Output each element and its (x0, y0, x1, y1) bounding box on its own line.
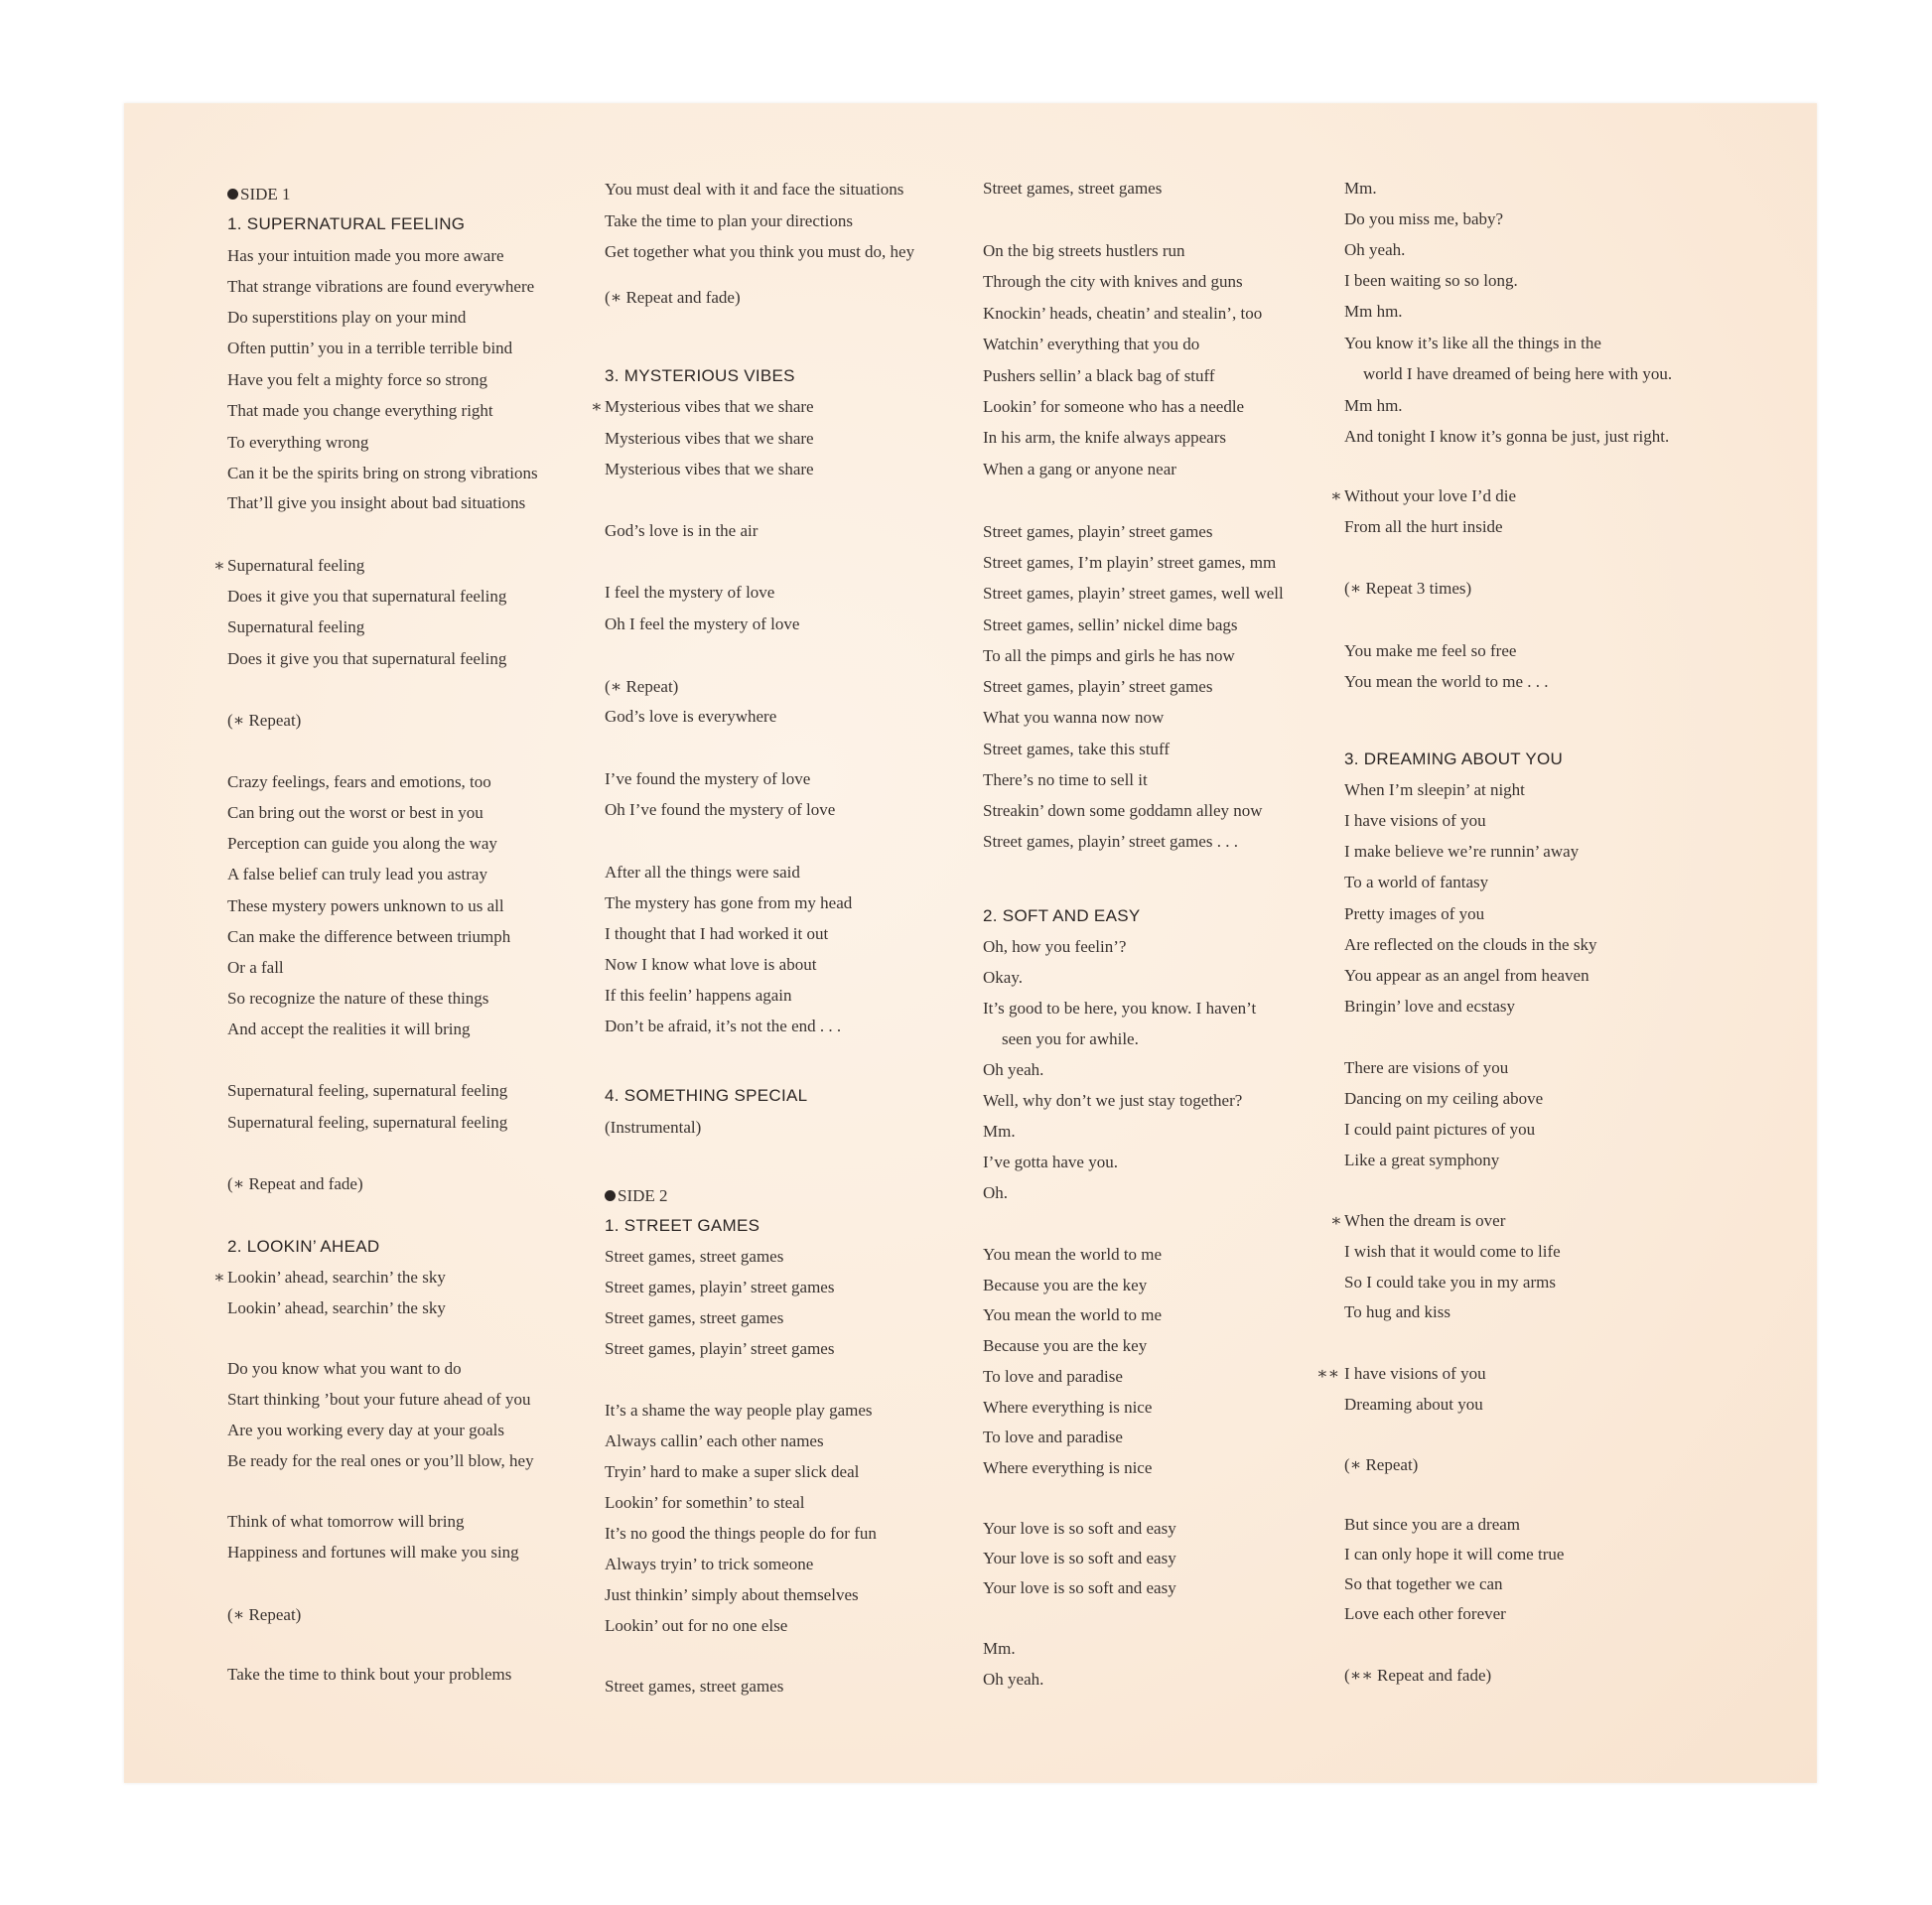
lyric-line: I feel the mystery of love (605, 583, 775, 602)
lyric-line: To a world of fantasy (1344, 873, 1489, 891)
lyric-line: Have you felt a mighty force so strong (227, 370, 488, 389)
lyric-line: Oh, how you feelin’? (983, 937, 1127, 956)
lyric-line: Or a fall (227, 958, 284, 977)
lyric-line: When the dream is over (1344, 1211, 1506, 1230)
lyric-line: I wish that it would come to life (1344, 1242, 1561, 1261)
lyric-line: (∗∗ Repeat and fade) (1344, 1666, 1492, 1685)
lyric-line: Where everything is nice (983, 1458, 1153, 1477)
lyric-line: Like a great symphony (1344, 1151, 1500, 1169)
lyric-line: Take the time to think bout your problems (227, 1665, 512, 1684)
lyric-line: Supernatural feeling, supernatural feeling (227, 1113, 508, 1132)
lyric-line: Bringin’ love and ecstasy (1344, 997, 1516, 1016)
lyric-line: Does it give you that supernatural feeling (227, 649, 507, 668)
lyric-line: You mean the world to me . . . (1344, 672, 1549, 691)
lyric-line: Your love is so soft and easy (983, 1549, 1176, 1567)
lyric-line: Where everything is nice (983, 1398, 1153, 1417)
lyric-line: I have visions of you (1344, 811, 1486, 830)
lyric-line: Okay. (983, 968, 1023, 987)
lyric-line: That made you change everything right (227, 401, 493, 420)
lyric-line: Mysterious vibes that we share (605, 460, 814, 478)
song-title: 1. STREET GAMES (605, 1216, 760, 1235)
lyric-line: In his arm, the knife always appears (983, 428, 1226, 447)
lyric-line: Think of what tomorrow will bring (227, 1512, 465, 1531)
lyric-line: And tonight I know it’s gonna be just, just right. (1344, 427, 1670, 446)
side-label-text: SIDE 1 (240, 185, 291, 204)
lyric-line: So that together we can (1344, 1574, 1503, 1593)
lyric-line: I have visions of you (1344, 1364, 1486, 1383)
lyric-line: It’s a shame the way people play games (605, 1401, 873, 1420)
lyric-line: You appear as an angel from heaven (1344, 966, 1589, 985)
lyric-line: Oh I feel the mystery of love (605, 614, 800, 633)
lyric-line: I’ve gotta have you. (983, 1153, 1118, 1171)
lyric-line: Well, why don’t we just stay together? (983, 1091, 1243, 1110)
lyric-line: When I’m sleepin’ at night (1344, 780, 1525, 799)
lyric-line: Watchin’ everything that you do (983, 335, 1200, 353)
lyric-line: But since you are a dream (1344, 1515, 1521, 1534)
lyric-line: Happiness and fortunes will make you sing (227, 1543, 519, 1562)
lyric-line: Without your love I’d die (1344, 486, 1517, 505)
lyric-line: Lookin’ ahead, searchin’ the sky (227, 1268, 446, 1287)
chorus-marker-icon: ∗ (213, 556, 225, 575)
song-title: 2. LOOKIN’ AHEAD (227, 1237, 380, 1256)
lyric-line: To everything wrong (227, 433, 369, 452)
lyric-line: So recognize the nature of these things (227, 989, 489, 1008)
lyric-line: Pushers sellin’ a black bag of stuff (983, 366, 1215, 385)
lyric-line: God’s love is in the air (605, 521, 759, 540)
lyric-line: There’s no time to sell it (983, 770, 1148, 789)
lyric-line: Tryin’ hard to make a super slick deal (605, 1462, 860, 1481)
lyric-line: These mystery powers unknown to us all (227, 896, 504, 915)
lyric-line: You know it’s like all the things in the (1344, 334, 1601, 352)
lyric-line: Dancing on my ceiling above (1344, 1089, 1544, 1108)
lyric-line: Knockin’ heads, cheatin’ and stealin’, too (983, 304, 1263, 323)
lyric-line: (∗ Repeat and fade) (605, 288, 741, 307)
lyric-line: (∗ Repeat and fade) (227, 1174, 363, 1193)
lyric-line: Do you miss me, baby? (1344, 209, 1504, 228)
lyric-line: Crazy feelings, fears and emotions, too (227, 772, 491, 791)
lyric-line: Street games, playin’ street games . . . (983, 832, 1238, 851)
lyric-line: To love and paradise (983, 1367, 1123, 1386)
lyric-line: You mean the world to me (983, 1305, 1163, 1324)
lyric-line: Mm hm. (1344, 302, 1403, 321)
lyric-line: Get together what you think you must do, hey (605, 242, 915, 261)
lyric-line: Because you are the key (983, 1336, 1148, 1355)
lyric-line: (∗ Repeat) (1344, 1455, 1419, 1474)
lyric-line: Often puttin’ you in a terrible terrible bind (227, 339, 513, 357)
lyric-sheet (124, 103, 1817, 1783)
lyric-line: Can make the difference between triumph (227, 927, 511, 946)
lyric-line: Street games, playin’ street games (983, 677, 1213, 696)
lyric-line: (∗ Repeat) (605, 677, 679, 696)
lyric-line: Pretty images of you (1344, 904, 1485, 923)
lyric-line: Mm. (983, 1122, 1016, 1141)
lyric-line: A false belief can truly lead you astray (227, 865, 487, 884)
lyric-line: When a gang or anyone near (983, 460, 1176, 478)
lyric-line: (∗ Repeat 3 times) (1344, 579, 1472, 598)
lyric-line: Street games, street games (605, 1677, 784, 1696)
lyric-line: You must deal with it and face the situations (605, 180, 904, 199)
lyric-line: Don’t be afraid, it’s not the end . . . (605, 1017, 842, 1035)
song-title: 1. SUPERNATURAL FEELING (227, 214, 466, 233)
lyric-line: Always tryin’ to trick someone (605, 1555, 814, 1573)
lyric-line: It’s good to be here, you know. I haven’t (983, 999, 1257, 1018)
lyric-line: What you wanna now now (983, 708, 1165, 727)
lyric-line: (∗ Repeat) (227, 1605, 302, 1624)
lyric-line: On the big streets hustlers run (983, 241, 1185, 260)
bullet-dot-icon (605, 1190, 616, 1201)
lyric-line: Street games, sellin’ nickel dime bags (983, 615, 1238, 634)
lyric-line: Mm hm. (1344, 396, 1403, 415)
lyric-line: Your love is so soft and easy (983, 1578, 1176, 1597)
lyric-line: Are reflected on the clouds in the sky (1344, 935, 1597, 954)
lyric-line: Oh yeah. (1344, 240, 1406, 259)
lyric-line: You mean the world to me (983, 1245, 1163, 1264)
lyric-line: Can bring out the worst or best in you (227, 803, 483, 822)
lyric-line: The mystery has gone from my head (605, 893, 853, 912)
song-title: 4. SOMETHING SPECIAL (605, 1086, 808, 1105)
chorus-marker-icon: ∗ (1330, 1211, 1342, 1230)
lyric-line: Oh yeah. (983, 1670, 1044, 1689)
lyric-line: It’s no good the things people do for fun (605, 1524, 877, 1543)
lyric-line: Be ready for the real ones or you’ll blow, hey (227, 1451, 534, 1470)
lyric-line: Supernatural feeling, supernatural feeling (227, 1081, 508, 1100)
lyric-line: Street games, playin’ street games (983, 522, 1213, 541)
lyric-line: Street games, street games (605, 1247, 784, 1266)
lyric-line: That strange vibrations are found everywhere (227, 277, 535, 296)
lyric-line: Oh. (983, 1183, 1009, 1202)
song-title: 3. MYSTERIOUS VIBES (605, 366, 795, 385)
lyric-line: Supernatural feeling (227, 556, 365, 575)
lyric-line: Can it be the spirits bring on strong vibrations (227, 464, 538, 482)
lyric-line: (∗ Repeat) (227, 711, 302, 730)
lyric-line: I been waiting so so long. (1344, 271, 1518, 290)
lyric-line: Oh I’ve found the mystery of love (605, 800, 836, 819)
lyric-line: To all the pimps and girls he has now (983, 646, 1235, 665)
lyric-line: Street games, playin’ street games (605, 1278, 835, 1296)
lyric-line: Dreaming about you (1344, 1395, 1483, 1414)
lyric-line: Street games, street games (605, 1308, 784, 1327)
lyric-line: That’ll give you insight about bad situations (227, 493, 526, 512)
lyric-line: Mysterious vibes that we share (605, 429, 814, 448)
lyric-line: Lookin’ for someone who has a needle (983, 397, 1245, 416)
lyric-line: Street games, playin’ street games (605, 1339, 835, 1358)
lyric-line: Do superstitions play on your mind (227, 308, 467, 327)
lyric-line: Your love is so soft and easy (983, 1519, 1176, 1538)
lyric-line: I make believe we’re runnin’ away (1344, 842, 1580, 861)
song-title: 3. DREAMING ABOUT YOU (1344, 749, 1564, 768)
lyric-line: So I could take you in my arms (1344, 1273, 1556, 1292)
lyric-line: Through the city with knives and guns (983, 272, 1243, 291)
lyric-line: Street games, playin’ street games, well well (983, 584, 1284, 603)
chorus-marker-icon: ∗ (591, 397, 603, 416)
lyric-line: Has your intuition made you more aware (227, 246, 504, 265)
lyric-line: Oh yeah. (983, 1060, 1044, 1079)
lyric-line: There are visions of you (1344, 1058, 1509, 1077)
lyric-line: If this feelin’ happens again (605, 986, 792, 1005)
lyric-line: Take the time to plan your directions (605, 211, 853, 230)
lyric-line: Street games, take this stuff (983, 740, 1171, 758)
lyric-line: Are you working every day at your goals (227, 1421, 505, 1439)
lyric-line: Do you know what you want to do (227, 1359, 462, 1378)
lyric-line: Lookin’ ahead, searchin’ the sky (227, 1298, 446, 1317)
lyric-line: Lookin’ for somethin’ to steal (605, 1493, 805, 1512)
lyric-line: Streakin’ down some goddamn alley now (983, 801, 1263, 820)
lyric-line: (Instrumental) (605, 1118, 702, 1137)
lyric-line: To love and paradise (983, 1428, 1123, 1446)
lyric-line: And accept the realities it will bring (227, 1020, 471, 1038)
chorus-marker-icon: ∗ (1330, 486, 1342, 505)
lyric-line: Street games, I’m playin’ street games, mm (983, 553, 1277, 572)
side-label-text: SIDE 2 (618, 1186, 668, 1205)
chorus-marker-icon: ∗∗ (1316, 1364, 1340, 1383)
lyric-line: After all the things were said (605, 863, 800, 882)
lyric-line: Love each other forever (1344, 1604, 1506, 1623)
lyric-line: Perception can guide you along the way (227, 834, 497, 853)
lyric-line: world I have dreamed of being here with you. (1363, 364, 1673, 383)
song-title: 2. SOFT AND EASY (983, 906, 1141, 925)
lyric-line: You make me feel so free (1344, 641, 1517, 660)
lyric-line: I thought that I had worked it out (605, 924, 829, 943)
lyric-line: Start thinking ’bout your future ahead of you (227, 1390, 531, 1409)
lyric-line: Does it give you that supernatural feeling (227, 587, 507, 606)
lyric-line: I can only hope it will come true (1344, 1545, 1565, 1564)
lyric-line: Supernatural feeling (227, 617, 365, 636)
lyric-line: Mm. (1344, 179, 1377, 198)
lyric-line: Because you are the key (983, 1276, 1148, 1294)
lyric-line: Always callin’ each other names (605, 1431, 824, 1450)
lyric-line: Just thinkin’ simply about themselves (605, 1585, 859, 1604)
lyric-line: I could paint pictures of you (1344, 1120, 1536, 1139)
lyric-line: To hug and kiss (1344, 1302, 1450, 1321)
lyric-line: Now I know what love is about (605, 955, 817, 974)
lyric-line: Mysterious vibes that we share (605, 397, 814, 416)
side-label (227, 185, 291, 204)
lyric-line: seen you for awhile. (1002, 1029, 1139, 1048)
lyric-line: I’ve found the mystery of love (605, 769, 811, 788)
lyric-line: Lookin’ out for no one else (605, 1616, 788, 1635)
lyric-line: From all the hurt inside (1344, 517, 1503, 536)
chorus-marker-icon: ∗ (213, 1268, 225, 1287)
lyric-line: Street games, street games (983, 179, 1163, 198)
bullet-dot-icon (227, 189, 238, 200)
lyric-line: God’s love is everywhere (605, 707, 777, 726)
side-label (605, 1186, 668, 1206)
lyric-line: Mm. (983, 1639, 1016, 1658)
